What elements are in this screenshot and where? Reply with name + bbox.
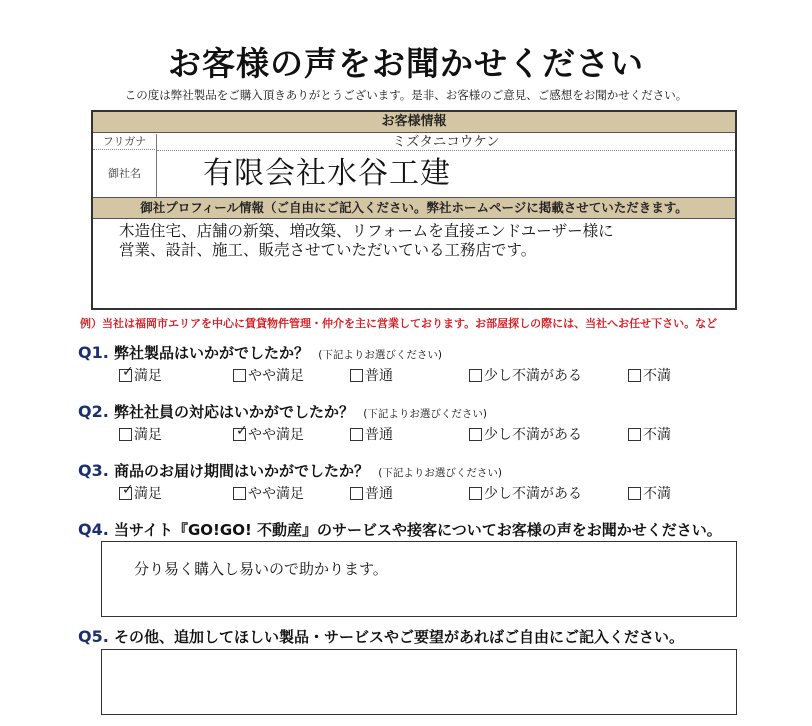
question-text: 弊社社員の対応はいかがでしたか？ (114, 403, 355, 421)
options-q3 (119, 484, 719, 504)
question-number: Q2. (78, 402, 109, 421)
checkbox-icon[interactable] (119, 428, 132, 441)
question-4 (78, 519, 722, 540)
intro-text: この度は弊社製品をご購入頂きありがとうございます。是非、お客様のご意見、ご感想をお聞かせください。 (124, 88, 688, 102)
profile-header: 御社プロフィール情報（ご自由にご記入ください。弊社ホームページに掲載させていただきます。 (93, 197, 735, 219)
check-mark-icon: ✓ (122, 482, 134, 498)
q4-answer-field[interactable] (101, 541, 737, 617)
option-label: 不満 (643, 368, 671, 384)
option-checkbox[interactable] (119, 425, 162, 445)
option-label: 満足 (134, 486, 162, 502)
checkbox-icon[interactable] (469, 487, 482, 500)
question-3 (78, 460, 502, 481)
option-label: 不満 (643, 427, 671, 443)
option-checkbox[interactable] (350, 425, 393, 445)
company-name-label: 御社名 (93, 150, 157, 197)
checkbox-icon[interactable] (628, 369, 641, 382)
option-checkbox[interactable] (233, 425, 304, 445)
question-number: Q1. (78, 343, 109, 362)
option-checkbox[interactable] (628, 366, 671, 386)
option-label: 少し不満がある (484, 486, 582, 502)
company-name-field[interactable]: 有限会社水谷工建 (203, 156, 451, 191)
example-note: 例）当社は福岡市エリアを中心に賃貸物件管理・仲介を主に営業しております。お部屋探しの際には、当社へお任せ下さい。など (80, 317, 718, 330)
options-q2 (119, 425, 719, 445)
question-text: 商品のお届け期間はいかがでしたか？ (114, 462, 370, 480)
option-label: やや満足 (248, 368, 304, 384)
checkbox-icon[interactable] (233, 423, 248, 441)
checkbox-icon[interactable] (233, 369, 246, 382)
furigana-field[interactable]: ミズタニコウケン (157, 134, 735, 151)
checkbox-icon[interactable] (628, 487, 641, 500)
profile-field[interactable] (119, 222, 719, 260)
option-label: やや満足 (248, 486, 304, 502)
furigana-label: フリガナ (93, 134, 157, 150)
checkbox-icon[interactable] (350, 487, 363, 500)
question-text: 弊社製品はいかがでしたか？ (114, 344, 310, 362)
checkbox-icon[interactable] (350, 369, 363, 382)
option-checkbox[interactable] (119, 484, 162, 504)
option-checkbox[interactable] (350, 366, 393, 386)
option-checkbox[interactable] (628, 484, 671, 504)
option-label: 不満 (643, 486, 671, 502)
checkbox-icon[interactable] (628, 428, 641, 441)
option-checkbox[interactable] (350, 484, 393, 504)
q5-answer-field[interactable] (101, 649, 737, 715)
question-1 (78, 342, 442, 363)
checkbox-icon[interactable] (469, 369, 482, 382)
checkbox-icon[interactable] (119, 364, 134, 382)
option-label: 普通 (365, 486, 393, 502)
option-checkbox[interactable] (119, 366, 162, 386)
option-checkbox[interactable] (469, 484, 582, 504)
checkbox-icon[interactable] (119, 482, 134, 500)
option-label: 少し不満がある (484, 427, 582, 443)
option-label: 普通 (365, 427, 393, 443)
checkbox-icon[interactable] (469, 428, 482, 441)
profile-line: 営業、設計、施工、販売させていただいている工務店です。 (119, 241, 537, 259)
question-2 (78, 401, 487, 422)
question-number: Q5. (78, 627, 109, 646)
option-checkbox[interactable] (469, 366, 582, 386)
question-hint: (下記よりお選びください) (363, 408, 487, 420)
check-mark-icon: ✓ (122, 364, 134, 380)
option-label: やや満足 (248, 427, 304, 443)
option-checkbox[interactable] (233, 366, 304, 386)
checkbox-icon[interactable] (350, 428, 363, 441)
question-5 (78, 626, 684, 647)
question-hint: (下記よりお選びください) (318, 349, 442, 361)
checkbox-icon[interactable] (233, 487, 246, 500)
customer-info-header: お客様情報 (93, 112, 735, 133)
options-q1 (119, 366, 719, 386)
question-text: その他、追加してほしい製品・サービスやご要望があればご自由にご記入ください。 (114, 628, 685, 646)
q4-answer-text: 分り易く購入し易いので助かります。 (134, 560, 388, 578)
option-label: 普通 (365, 368, 393, 384)
option-checkbox[interactable] (628, 425, 671, 445)
option-label: 満足 (134, 368, 162, 384)
option-label: 満足 (134, 427, 162, 443)
question-hint: (下記よりお選びください) (378, 467, 502, 479)
option-checkbox[interactable] (233, 484, 304, 504)
question-number: Q4. (78, 520, 109, 539)
option-label: 少し不満がある (484, 368, 582, 384)
question-number: Q3. (78, 461, 109, 480)
question-text: 当サイト『GO!GO! 不動産』のサービスや接客についてお客様の声をお聞かせください。 (114, 521, 722, 539)
profile-line: 木造住宅、店舗の新築、増改築、リフォームを直接エンドユーザー様に (119, 222, 614, 240)
check-mark-icon: ✓ (236, 423, 248, 439)
option-checkbox[interactable] (469, 425, 582, 445)
page-title: お客様の声をお聞かせください (168, 44, 644, 83)
customer-info-table (91, 110, 737, 310)
